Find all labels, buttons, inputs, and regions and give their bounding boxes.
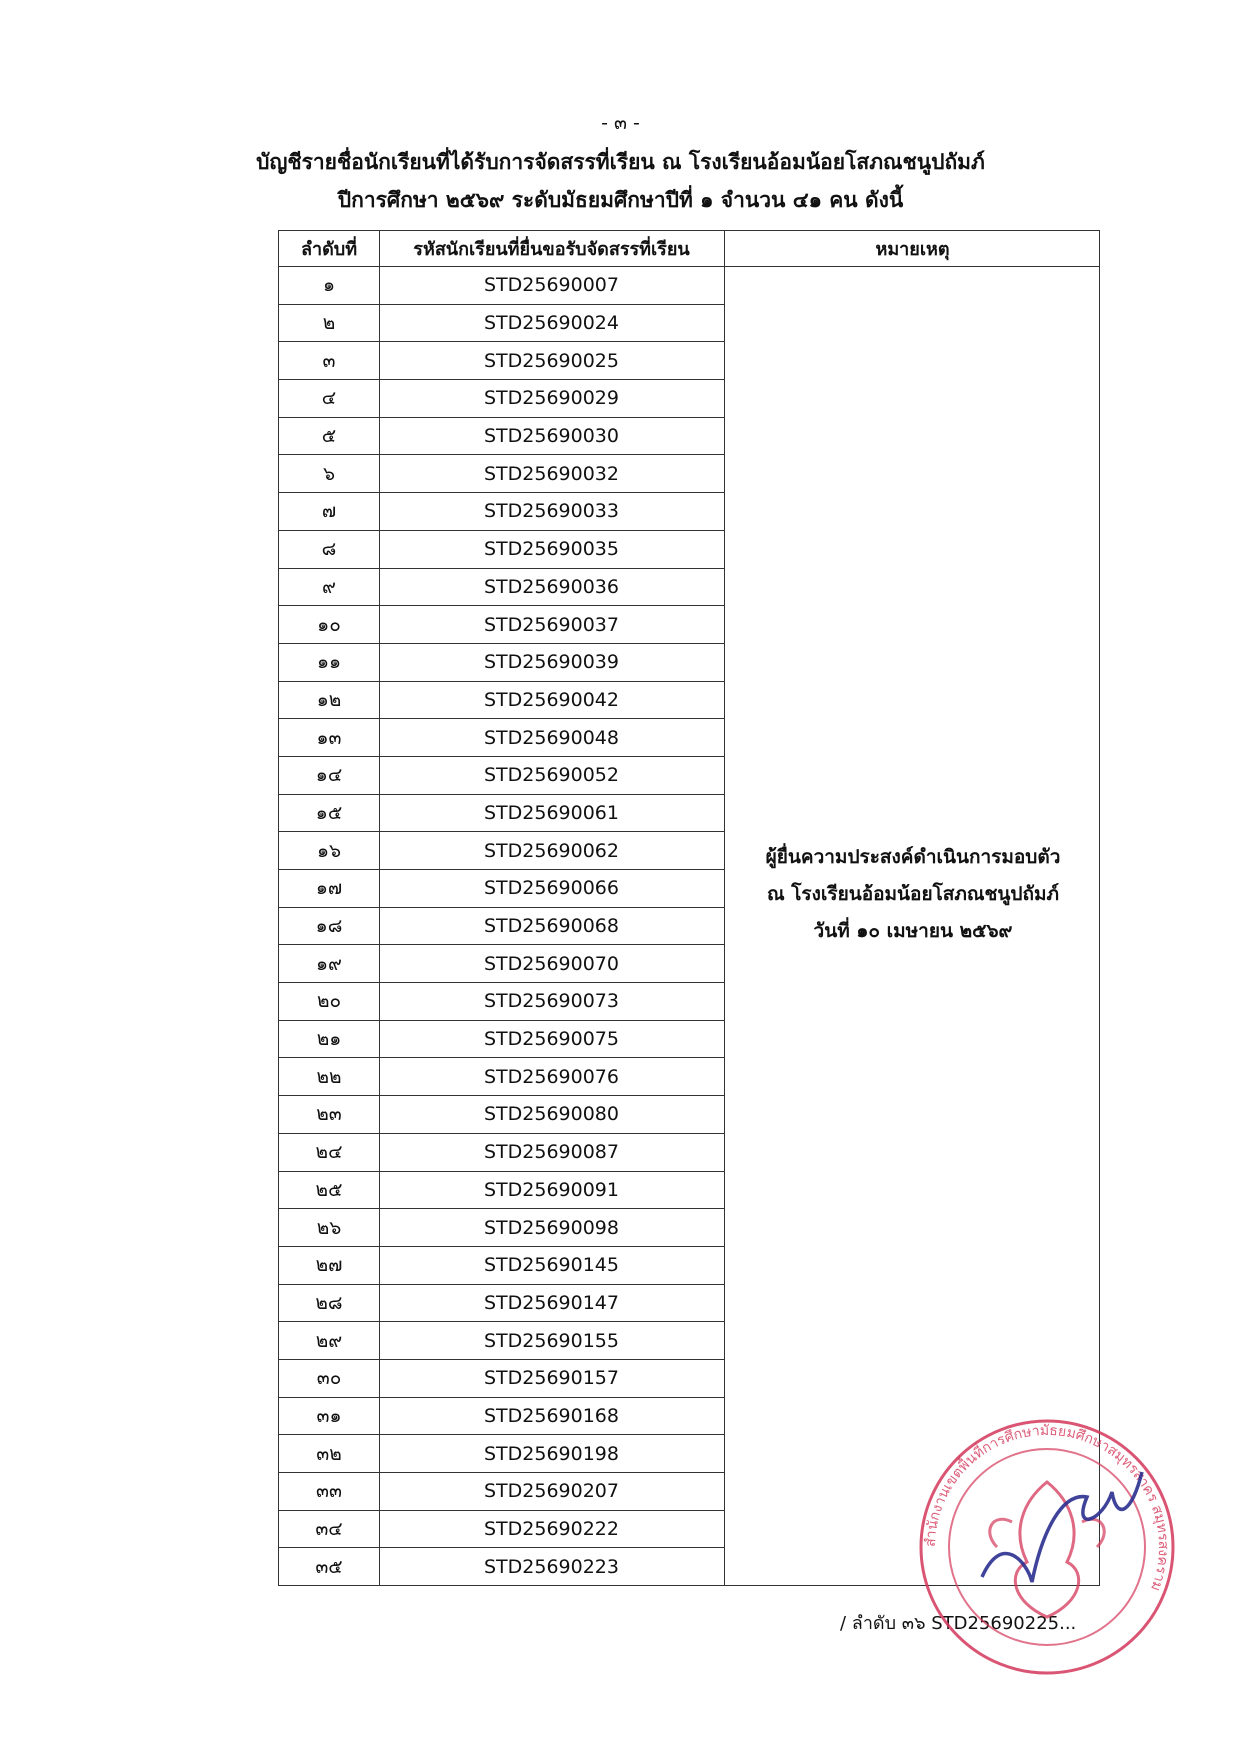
row-student-id: STD25690155 (483, 1329, 619, 1352)
row-order: ๑๒ (316, 688, 342, 711)
row-order: ๒๔ (315, 1141, 343, 1164)
table-row (279, 1398, 724, 1436)
row-student-id: STD25690091 (483, 1178, 619, 1201)
row-student-id: STD25690024 (483, 312, 619, 335)
row-student-id: STD25690042 (483, 688, 619, 711)
row-student-id: STD25690080 (483, 1103, 619, 1126)
remark-line: วันที่ ๑๐ เมษายน ๒๕๖๙ (813, 920, 1013, 942)
table-row (279, 267, 724, 305)
row-order: ๓๒ (316, 1442, 342, 1465)
table-row (279, 644, 724, 682)
table-row (279, 606, 724, 644)
table-row (279, 832, 724, 870)
row-student-id: STD25690070 (483, 952, 619, 975)
row-order: ๑๗ (315, 877, 343, 900)
document-title: บัญชีรายชื่อนักเรียนที่ได้รับการจัดสรรที่เรียน ณ โรงเรียนอ้อมน้อยโสภณชนูปถัมภ์ (256, 150, 985, 174)
table-row (279, 1360, 724, 1398)
table-row (279, 1209, 724, 1247)
row-order: ๗ (321, 500, 337, 523)
student-allocation-table (278, 230, 1100, 1586)
row-order: ๒๘ (315, 1291, 343, 1314)
row-order: ๒๖ (316, 1216, 342, 1239)
row-student-id: STD25690157 (483, 1367, 619, 1390)
table-row (279, 493, 724, 531)
table-row (279, 1511, 724, 1549)
row-order: ๓๕ (315, 1556, 343, 1579)
table-row (279, 531, 724, 569)
row-order: ๑๙ (316, 952, 342, 975)
row-order: ๖ (322, 462, 336, 485)
row-student-id: STD25690030 (483, 425, 619, 448)
table-row (279, 1435, 724, 1473)
row-order: ๒๓ (316, 1103, 342, 1126)
row-student-id: STD25690035 (483, 538, 619, 561)
row-order: ๒๒ (316, 1065, 342, 1088)
row-order: ๙ (322, 575, 336, 598)
header-remark: หมายเหตุ (875, 239, 950, 260)
row-student-id: STD25690073 (483, 990, 619, 1013)
row-student-id: STD25690062 (483, 839, 619, 862)
row-student-id: STD25690036 (483, 575, 619, 598)
row-student-id: STD25690145 (483, 1254, 619, 1277)
row-order: ๒๕ (315, 1178, 343, 1201)
table-row (279, 418, 724, 456)
remark-cell (725, 839, 1101, 950)
row-student-id: STD25690223 (483, 1556, 619, 1579)
table-row (279, 380, 724, 418)
row-order: ๑๖ (316, 839, 342, 862)
row-order: ๒๙ (315, 1329, 343, 1352)
table-row (279, 305, 724, 343)
row-student-id: STD25690025 (483, 349, 619, 372)
table-row (279, 342, 724, 380)
row-student-id: STD25690075 (483, 1028, 619, 1051)
row-student-id: STD25690048 (483, 726, 619, 749)
table-row (279, 1322, 724, 1360)
row-order: ๑๔ (315, 764, 343, 787)
row-student-id: STD25690147 (483, 1291, 619, 1314)
row-order: ๑๕ (315, 801, 343, 824)
page-number: - ๓ - (601, 112, 640, 134)
table-row (279, 1021, 724, 1059)
table-row (279, 1134, 724, 1172)
document-subtitle: ปีการศึกษา ๒๕๖๙ ระดับมัธยมศึกษาปีที่ ๑ จำนวน ๔๑ คน ดังนี้ (337, 188, 904, 212)
row-student-id: STD25690087 (483, 1141, 619, 1164)
row-order: ๑๑ (316, 651, 342, 674)
row-order: ๒๐ (316, 990, 342, 1013)
row-order: ๓๑ (316, 1404, 342, 1427)
header-order: ลำดับที่ (300, 239, 358, 260)
row-student-id: STD25690098 (483, 1216, 619, 1239)
table-row (279, 945, 724, 983)
remark-line: ผู้ยื่นความประสงค์ดำเนินการมอบตัว (765, 846, 1061, 868)
row-student-id: STD25690052 (483, 764, 619, 787)
table-row (279, 1172, 724, 1210)
row-order: ๓๓ (316, 1480, 342, 1503)
row-student-id: STD25690198 (483, 1442, 619, 1465)
row-order: ๓๔ (315, 1518, 343, 1541)
table-row (279, 455, 724, 493)
table-row (279, 682, 724, 720)
row-student-id: STD25690007 (483, 274, 619, 297)
table-row (279, 870, 724, 908)
row-order: ๑๘ (315, 915, 343, 938)
official-seal-stamp (912, 1412, 1182, 1682)
stamp-ring-text: สำนักงานเขตพื้นที่การศึกษามัธยมศึกษาสมุทรสาคร สมุทรสงคราม (922, 1422, 1172, 1594)
remark-line: ณ โรงเรียนอ้อมน้อยโสภณชนูปถัมภ์ (766, 883, 1060, 905)
continuation-note: / ลำดับ ๓๖ STD25690225... (840, 1613, 1077, 1634)
row-order: ๒๑ (316, 1028, 342, 1051)
row-student-id: STD25690066 (483, 877, 619, 900)
row-student-id: STD25690207 (483, 1480, 619, 1503)
row-order: ๒๗ (315, 1254, 343, 1277)
row-student-id: STD25690039 (483, 651, 619, 674)
row-student-id: STD25690033 (483, 500, 619, 523)
row-order: ๕ (321, 425, 337, 448)
row-student-id: STD25690032 (483, 462, 619, 485)
table-row (279, 983, 724, 1021)
table-row (279, 1548, 724, 1586)
row-order: ๑ (322, 274, 336, 297)
row-student-id: STD25690061 (483, 801, 619, 824)
row-order: ๓๐ (316, 1367, 342, 1390)
table-row (279, 908, 724, 946)
row-student-id: STD25690037 (483, 613, 619, 636)
table-row (279, 1096, 724, 1134)
header-student-id: รหัสนักเรียนที่ยื่นขอรับจัดสรรที่เรียน (413, 239, 690, 260)
row-student-id: STD25690029 (483, 387, 619, 410)
table-row (279, 757, 724, 795)
table-row (279, 1058, 724, 1096)
table-body (279, 267, 724, 1586)
row-student-id: STD25690168 (483, 1404, 619, 1427)
table-row (279, 569, 724, 607)
table-row (279, 1473, 724, 1511)
table-row (279, 795, 724, 833)
row-order: ๘ (321, 538, 337, 561)
table-row (279, 719, 724, 757)
row-student-id: STD25690222 (483, 1518, 619, 1541)
row-order: ๔ (321, 387, 337, 410)
row-order: ๑๓ (316, 726, 342, 749)
row-order: ๒ (322, 312, 336, 335)
row-student-id: STD25690076 (483, 1065, 619, 1088)
table-row (279, 1285, 724, 1323)
row-student-id: STD25690068 (483, 915, 619, 938)
table-row (279, 1247, 724, 1285)
row-order: ๑๐ (317, 613, 341, 636)
row-order: ๓ (322, 349, 336, 372)
